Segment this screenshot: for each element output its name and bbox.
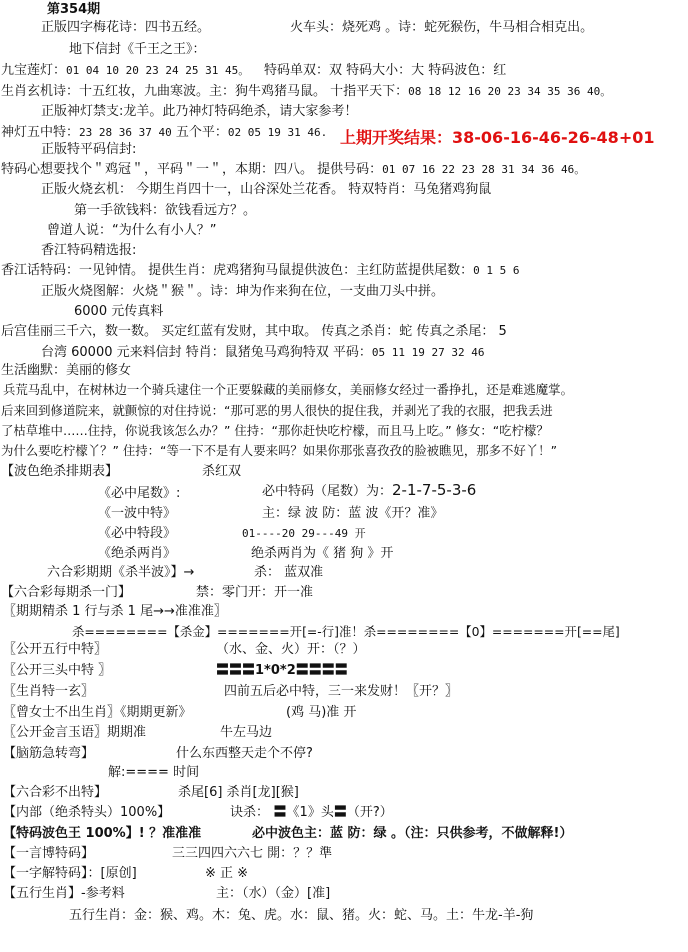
story-line-4: 为什么要吃柠檬丫？” 住持：“等一下不是有人要来吗？如果你那张喜孜孜的脸被瞧见，那多不好丫！”: [1, 443, 557, 458]
internal-kill-suffix: （开?）: [346, 805, 393, 820]
wave-king-label: 【特码波色王 100%】! ？准准准: [3, 826, 202, 841]
line-humor-title: 生活幽默：美丽的修女: [1, 363, 132, 378]
no-special-label: 【六合彩不出特】: [3, 785, 108, 800]
equal-bars-icon: 〓〓〓〓: [295, 663, 348, 678]
one-char-label: 【一字解特码】：[原创]: [3, 866, 137, 881]
internal-kill-label: 【内部（绝杀特头）100%】: [3, 805, 171, 820]
no-special-value: 杀尾[6] 杀肖[龙][猴]: [178, 785, 299, 800]
wave-kill-table-title: 【波色绝杀排期表】: [1, 464, 119, 479]
must-segment-label: 《必中特段》: [98, 526, 177, 541]
line-first-hand: 第一手欲钱料：欲钱看远方？。: [74, 203, 257, 218]
provided-numbers: 01 07 16 22 23 28 31 34 36 46。: [382, 163, 586, 176]
half-wave-label: 六合彩期期《杀半波》】→: [47, 565, 195, 580]
line-cockscomb: [1, 161, 585, 178]
line-magic-lamp-ban: 正版神灯禁支:龙羊。此乃神灯特码绝杀，请大家参考！: [41, 104, 358, 119]
kill-two-label: 《绝杀两肖》: [98, 546, 177, 561]
one-wave-label: 《一波中特》: [98, 506, 177, 521]
riddle-label: 【脑筋急转弯】: [3, 746, 95, 761]
must-tail-desc: 必中特码（尾数）为：: [262, 484, 393, 499]
line-zodiac-poem: [1, 83, 611, 100]
line-magic-lamp-five: [1, 124, 327, 141]
must-tail-text: [262, 482, 476, 500]
lotus-lamp-label: 九宝莲灯：: [1, 63, 67, 78]
five-special-label: 神灯五中特：: [1, 125, 80, 140]
line-plum-poem: [41, 19, 210, 36]
internal-kill-head: 《1》头: [286, 805, 334, 820]
line-fire-mystery: 正版火烧玄机： 今期生肖四十一，山谷深处兰花香。 特双特肖：马兔猪鸡狗鼠: [41, 182, 492, 197]
double-bar-icon: 〓: [269, 805, 287, 820]
three-heads-value: [216, 662, 348, 679]
riddle-question: 什么东西整天走个不停?: [176, 746, 313, 761]
ten-fingers-numbers: 08 18 12 16 20 23 34 35 36 40。: [408, 85, 612, 98]
kill-two-value: 绝杀两肖为《 猪 狗 》开: [251, 546, 394, 561]
last-draw-label: 上期开奖结果：: [340, 128, 453, 147]
five-element-zodiac-label: 【五行生肖】-参考料: [3, 886, 125, 901]
line-lotus-lamp: [1, 62, 249, 79]
five-flat-numbers: 02 05 19 31 46.: [227, 126, 328, 139]
three-heads-numbers: 1*0*2: [255, 663, 296, 678]
equal-bars-icon: 〓〓〓: [216, 663, 256, 678]
must-tail-numbers: 2-1-7-5-3-6: [392, 481, 477, 499]
line-xiangjiang-report: 香江特码精选报:: [41, 243, 137, 258]
issue-number: 第354期: [47, 2, 101, 17]
three-heads-label: 〖公开三头中特 〗: [3, 663, 112, 678]
line-underground-envelope: 地下信封《千王之王》：: [69, 42, 206, 57]
five-elements-label: 〖公开五行中特〗: [3, 642, 108, 657]
zodiac-poem-text: 生肖玄机诗：十五红妆，九曲寒波。主：狗牛鸡猪马鼠。 十指平天下：: [1, 84, 409, 99]
five-elements-value: （水、金、火）开：（？）: [216, 642, 366, 657]
train-head-text: 火车头：烧死鸡 。诗：蛇死猴伤，牛马相合相克出。: [290, 20, 594, 35]
line-xiangjiang-special: [1, 262, 520, 279]
ms-tsang-value: (鸡 马)准 开: [286, 705, 357, 720]
five-element-zodiac-main: 主：（水）（金）[准]: [216, 886, 331, 901]
line-fax-material: 6000 元传真料: [74, 304, 164, 319]
line-tsang-says: 曾道人说：“为什么有小人？”: [47, 223, 217, 238]
kill-door-label: 【六合彩每期杀一门】: [1, 585, 132, 600]
half-wave-value: 杀： 蓝双准: [254, 565, 324, 580]
cockscomb-text: 特码心想要找个＂鸡冠＂，平码＂一＂，本期：四八。 提供号码：: [1, 162, 383, 177]
internal-kill-value: [230, 804, 393, 821]
zodiac-mystery-label: 〖生肖特一玄〗: [3, 684, 95, 699]
double-bar-icon: 〓: [333, 805, 347, 820]
line-special-flat-envelope: 正版特平码信封:: [41, 142, 137, 157]
story-line-2: 后来回到修道院来，就颤惊的对住持说：“那可恶的男人很快的捉住我，并剥光了我的衣服，把我丢进: [1, 403, 553, 418]
last-draw-result: [340, 129, 654, 146]
wave-king-value: 必中波色主：蓝 防：绿 。（注：只供参考，不做解释!）: [252, 826, 573, 841]
must-tail-label: 《必中尾数》:: [98, 486, 181, 501]
internal-kill-prefix: 诀杀：: [230, 805, 270, 820]
must-segment-value: 01----20 29---49 开: [242, 527, 366, 540]
line-fire-diagram: 正版火烧图解：火烧＂猴＂。诗：坤为作来狗在位，一支曲刀头中拼。: [41, 284, 445, 299]
line-taiwan-envelope: [41, 344, 484, 361]
tail-numbers: 0 1 5 6: [473, 264, 520, 277]
kill-door-value: 禁：零门开：开一准: [196, 585, 314, 600]
last-draw-numbers: 38-06-16-46-26-48+01: [452, 128, 655, 147]
line-train-head: [290, 19, 593, 36]
golden-words-value: 牛左马边: [220, 725, 273, 740]
taiwan-text: 台湾 60000 元来料信封 特肖：鼠猪兔马鸡狗特双 平码：: [41, 345, 372, 360]
lotus-lamp-numbers: 01 04 10 20 23 24 25 31 45。: [66, 64, 250, 77]
riddle-answer: 解:==== 时间: [108, 765, 200, 780]
line-harem: 后宫佳丽三千六，数一数。 买定红蓝有发财，其中取。 传真之杀肖：蛇 传真之杀尾： 5: [1, 324, 507, 339]
xiangjiang-text: 香江话特码：一见钟情。 提供生肖：虎鸡猪狗马鼠提供波色：主红防蓝提供尾数：: [1, 263, 474, 278]
five-special-numbers: 23 28 36 37 40: [79, 126, 172, 139]
line-special-attributes: 特码单双：双 特码大小：大 特码波色：红: [264, 63, 507, 78]
one-char-value: ※ 正 ※: [205, 866, 249, 881]
wave-kill-value: 杀红双: [202, 464, 242, 479]
five-element-zodiac-list: 五行生肖：金：猴、鸡。木：兔、虎。水：鼠、猪。火：蛇、马。土：牛龙-羊-狗: [69, 908, 534, 923]
kill-row-tail-line: 〖期期精杀 1 行与杀 1 尾→→准准准〗: [3, 604, 227, 619]
story-line-1: 兵荒马乱中，在树林边一个骑兵逮住一个正要躲藏的美丽修女，美丽修女经过一番挣扎，还是难逃魔掌。: [3, 382, 573, 397]
five-flat-label: 五个平：: [175, 125, 228, 140]
one-word-label: 【一言博特码】: [3, 846, 95, 861]
kill-metal-line: 杀========【杀金】=======开[=-行]准！杀========【0】=======开[==尾]: [72, 624, 620, 639]
ms-tsang-label: 〖曾女士不出生肖〗《期期更新》: [3, 705, 192, 720]
one-wave-value: 主：绿 波 防：蓝 波《开？准》: [262, 506, 444, 521]
plum-poem-text: 正版四字梅花诗：四书五经。: [41, 20, 211, 35]
zodiac-mystery-value: 四前五后必中特，三一来发财！〖开？〗: [224, 684, 459, 699]
golden-words-label: 〖公开金言玉语〗期期准: [3, 725, 147, 740]
taiwan-flat-numbers: 05 11 19 27 32 46: [371, 346, 485, 359]
one-word-value: 三三四四六六七 開：？？準: [172, 846, 333, 861]
story-line-3: 了枯草堆中……住持，你说我该怎么办？” 住持：“那你赶快吃柠檬，而且马上吃。” 修女：“吃柠檬？: [1, 423, 549, 438]
